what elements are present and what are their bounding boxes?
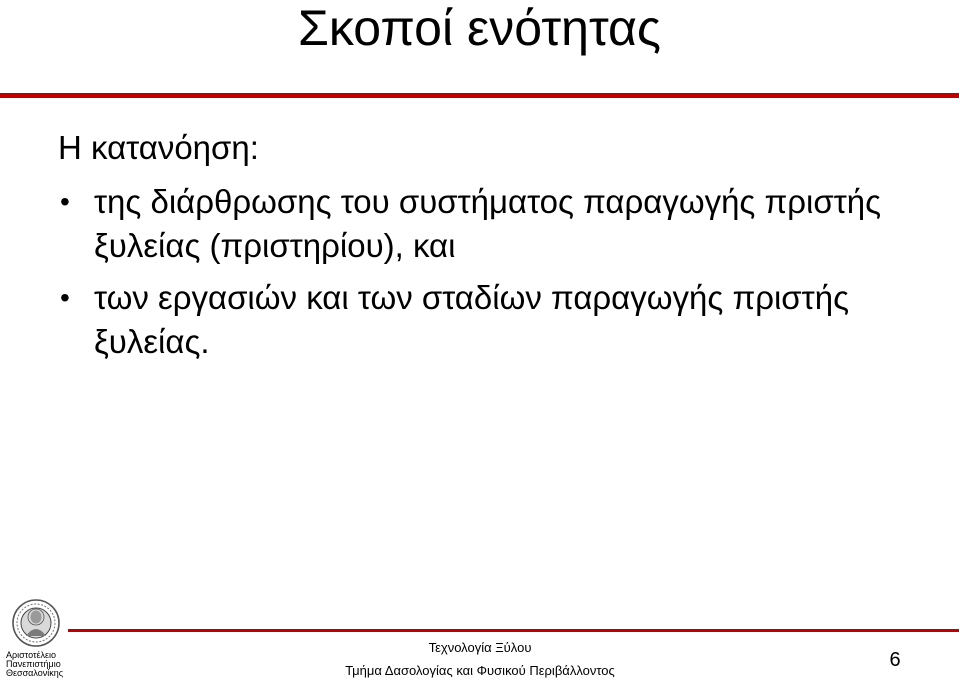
department-name: Τμήμα Δασολογίας και Φυσικού Περιβάλλοντος bbox=[345, 663, 615, 678]
bullet-marker: • bbox=[60, 282, 70, 313]
intro-text: Η κατανόηση: bbox=[58, 129, 259, 166]
bullet-text: της διάρθρωσης του συστήματος παραγωγής πριστής ξυλείας (πριστηρίου), και bbox=[94, 183, 882, 264]
footer-info bbox=[280, 636, 680, 682]
university-line: Αριστοτέλειο bbox=[6, 650, 57, 660]
university-name bbox=[6, 651, 63, 678]
title-divider bbox=[0, 93, 959, 98]
bullet-list bbox=[58, 180, 938, 364]
university-seal-icon bbox=[7, 598, 65, 648]
bullet-item bbox=[58, 276, 938, 364]
bullet-text: των εργασιών και των σταδίων παραγωγής πριστής ξυλείας. bbox=[94, 279, 849, 360]
slide-body bbox=[58, 126, 938, 372]
bullet-item bbox=[58, 180, 938, 268]
footer-divider bbox=[68, 629, 959, 632]
page-number: 6 bbox=[889, 649, 901, 671]
university-line: Πανεπιστήμιο bbox=[6, 659, 61, 669]
slide-title: Σκοποί ενότητας bbox=[298, 0, 661, 56]
bullet-marker: • bbox=[60, 186, 70, 217]
university-line: Θεσσαλονίκης bbox=[6, 668, 64, 678]
course-name: Τεχνολογία Ξύλου bbox=[428, 640, 532, 655]
